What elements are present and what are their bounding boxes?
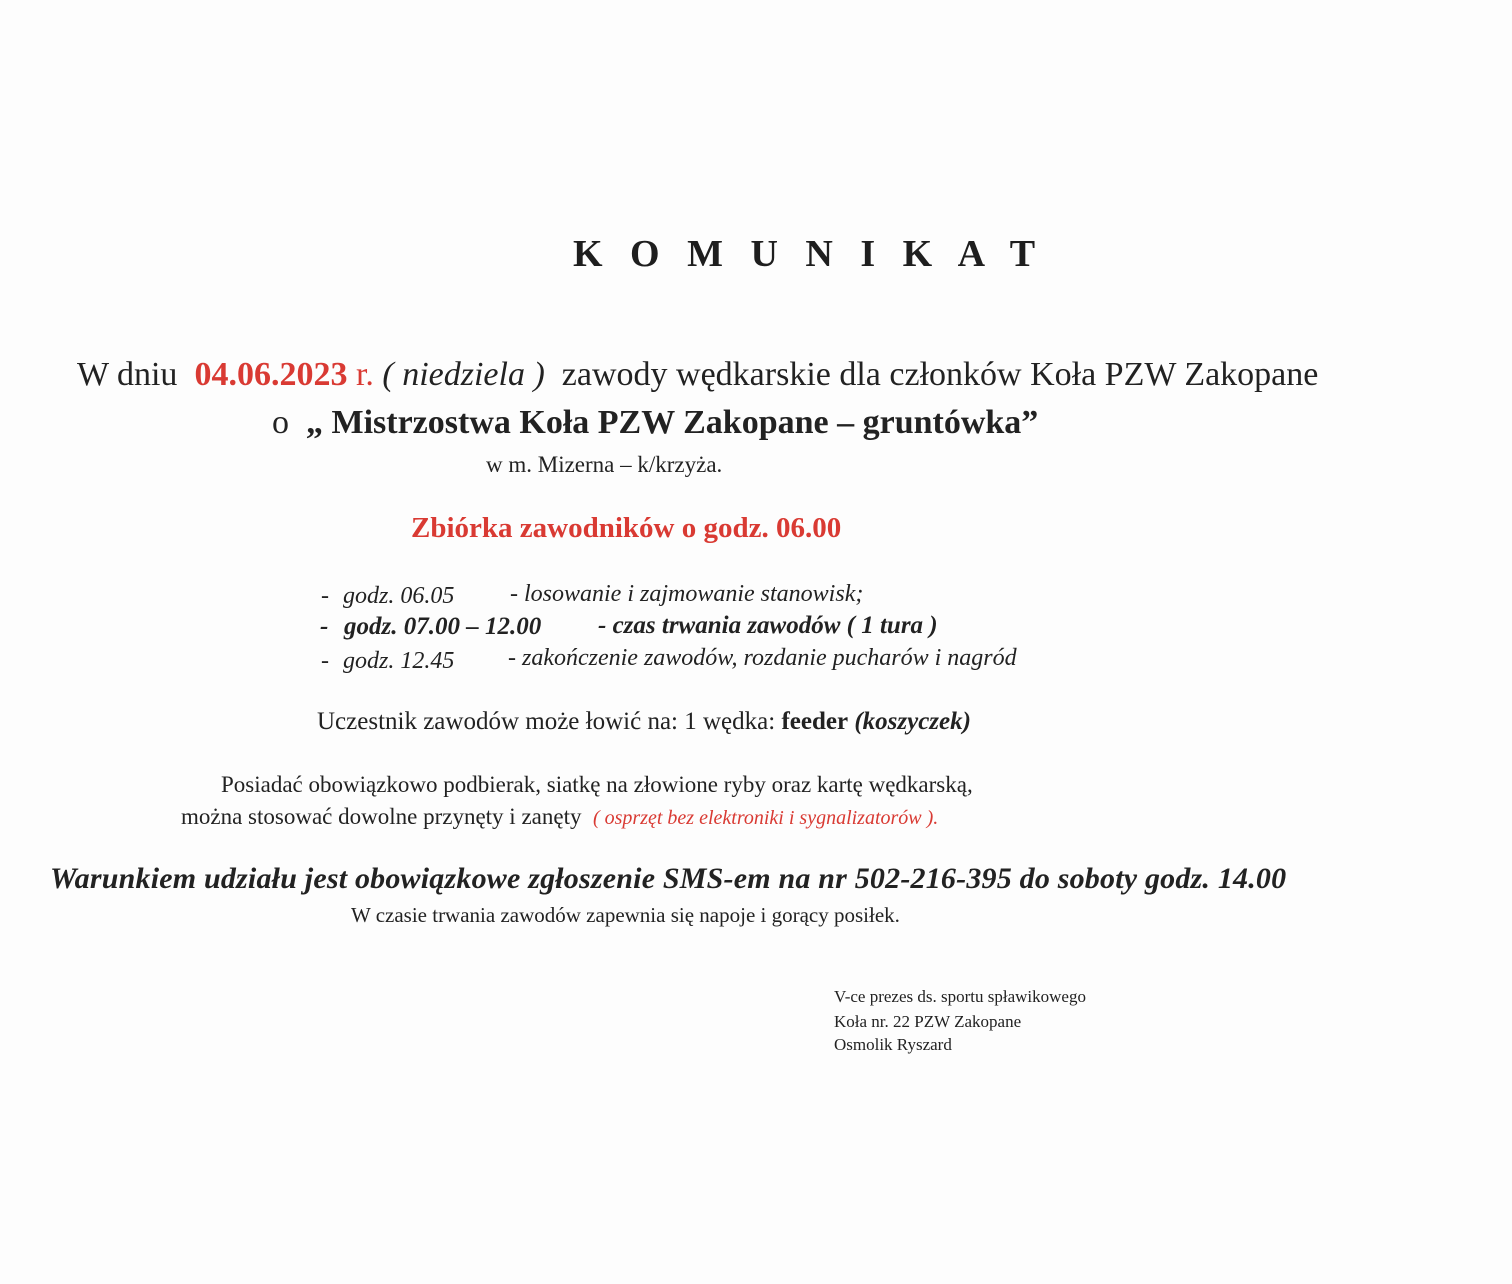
event-prefix: o [272,404,289,441]
event-name: „ Mistrzostwa Koła PZW Zakopane – gruntówka” [306,404,1039,441]
schedule-time: godz. 12.45 [343,648,455,674]
schedule-dash: - [320,613,329,640]
rules-method: feeder [781,708,849,735]
event-weekday: ( niedziela ) [382,356,545,393]
page-title: K O M U N I K A T [573,233,1045,275]
schedule-time: godz. 06.05 [343,583,455,609]
fishing-rules [317,708,971,736]
intro-line [77,356,1318,394]
signature-name: Osmolik Ryszard [834,1035,952,1054]
event-date: 04.06.2023 [194,356,348,393]
event-name-line [272,404,1038,442]
equipment-note: ( osprzęt bez elektroniki i sygnalizatorów ). [592,807,939,829]
equipment-text: można stosować dowolne przynęty i zanęty [181,804,582,829]
rules-detail: (koszyczek) [854,708,971,735]
signature-role: V-ce prezes ds. sportu spławikowego [834,987,1086,1006]
event-location: w m. Mizerna – k/krzyża. [486,452,723,477]
event-date-suffix: r. [355,356,374,393]
schedule-desc: - zakończenie zawodów, rozdanie pucharów i nagród [508,645,1017,671]
intro-text: zawody wędkarskie dla członków Koła PZW Zakopane [561,356,1319,393]
schedule-desc: - losowanie i zajmowanie stanowisk; [510,581,864,607]
registration-condition: Warunkiem udziału jest obowiązkowe zgłoszenie SMS-em na nr 502-216-395 do soboty godz. 14.00 [50,862,1287,895]
schedule-time: godz. 07.00 – 12.00 [344,613,542,640]
intro-prefix: W dniu [77,356,178,393]
schedule-dash: - [321,648,329,674]
equipment-line-1: Posiadać obowiązkowo podbierak, siatkę na złowione ryby oraz kartę wędkarską, [221,772,973,797]
rules-text: Uczestnik zawodów może łowić na: 1 wędka: [317,708,776,735]
equipment-line-2 [181,804,938,830]
schedule-desc: - czas trwania zawodów ( 1 tura ) [598,612,938,639]
gathering-time: Zbiórka zawodników o godz. 06.00 [411,512,842,544]
meal-info: W czasie trwania zawodów zapewnia się napoje i gorący posiłek. [351,903,900,927]
schedule-dash: - [321,583,329,609]
signature-org: Koła nr. 22 PZW Zakopane [834,1012,1022,1031]
